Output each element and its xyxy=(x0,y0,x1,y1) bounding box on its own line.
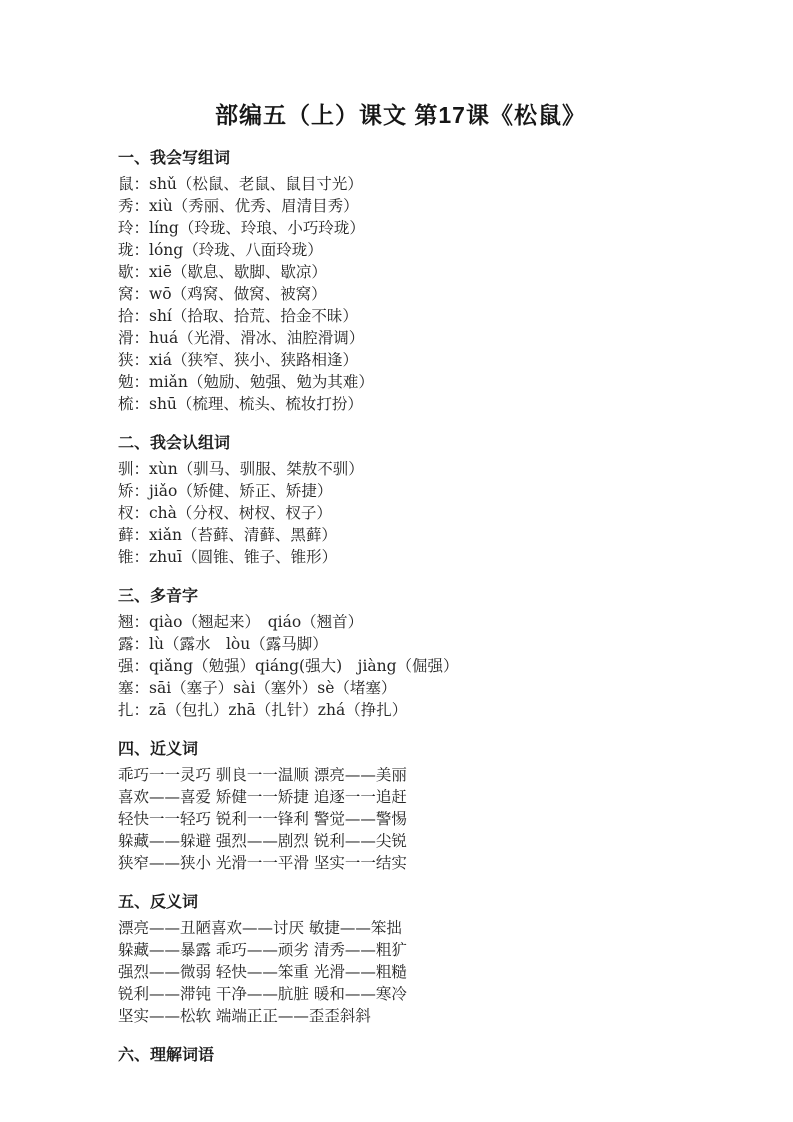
section-heading: 三、多音字 xyxy=(118,588,199,605)
word-line: 强：qiǎng（勉强）qiáng(强大) jiàng（倔强） xyxy=(118,657,459,675)
word-line: 漂亮——丑陋喜欢——讨厌 敏捷——笨拙 xyxy=(118,919,402,937)
section-polyphonic-characters xyxy=(118,586,683,721)
word-line: 驯：xùn（驯马、驯服、桀敖不驯） xyxy=(118,460,364,478)
word-line: 乖巧一一灵巧 驯良一一温顺 漂亮——美丽 xyxy=(118,766,407,784)
section-write-words xyxy=(118,148,683,415)
word-line: 狭：xiá（狭窄、狭小、狭路相逢） xyxy=(118,351,358,369)
word-line: 杈：chà（分杈、树杈、杈子） xyxy=(118,504,332,522)
page-title: 部编五（上）课文 第17课《松鼠》 xyxy=(215,102,586,128)
word-line: 塞：sāi（塞子）sài（塞外）sè（堵塞） xyxy=(118,679,397,697)
word-line: 珑：lóng（玲珑、八面玲珑） xyxy=(118,241,323,259)
word-line: 鼠：shǔ（松鼠、老鼠、鼠目寸光） xyxy=(118,175,363,193)
word-line: 玲：líng（玲珑、玲琅、小巧玲珑） xyxy=(118,219,365,237)
word-line: 矫：jiǎo（矫健、矫正、矫捷） xyxy=(118,482,333,500)
word-line: 喜欢——喜爱 矫健一一矫捷 追逐一一追赶 xyxy=(118,788,407,806)
word-line: 歇：xiē（歇息、歇脚、歇凉） xyxy=(118,263,327,281)
word-line: 露：lù（露水 lòu（露马脚） xyxy=(118,635,328,653)
section-antonyms xyxy=(118,892,683,1027)
word-line: 翘：qiào（翘起来） qiáo（翘首） xyxy=(118,613,364,631)
section-recognize-words xyxy=(118,433,683,568)
word-line: 锐利——滞钝 干净——肮脏 暖和——寒冷 xyxy=(118,985,407,1003)
word-line: 坚实——松软 端端正正——歪歪斜斜 xyxy=(118,1007,371,1025)
word-line: 躲藏——暴露 乖巧——顽劣 清秀——粗犷 xyxy=(118,941,407,959)
section-heading: 六、理解词语 xyxy=(118,1047,215,1064)
word-line: 锥：zhuī（圆锥、锥子、锥形） xyxy=(118,548,338,566)
word-line: 躲藏——躲避 强烈——剧烈 锐利——尖锐 xyxy=(118,832,407,850)
word-line: 秀：xiù（秀丽、优秀、眉清目秀） xyxy=(118,197,359,215)
section-heading: 二、我会认组词 xyxy=(118,435,231,452)
section-heading: 一、我会写组词 xyxy=(118,150,231,167)
section-heading: 五、反义词 xyxy=(118,894,199,911)
word-line: 勉：miǎn（勉励、勉强、勉为其难） xyxy=(118,373,374,391)
word-line: 拾：shí（拾取、拾荒、拾金不昧） xyxy=(118,307,358,325)
word-line: 狭窄——狭小 光滑一一平滑 坚实一一结实 xyxy=(118,854,407,872)
word-line: 窝：wō（鸡窝、做窝、被窝） xyxy=(118,285,327,303)
word-line: 滑：huá（光滑、滑冰、油腔滑调） xyxy=(118,329,365,347)
word-line: 梳：shū（梳理、梳头、梳妆打扮） xyxy=(118,395,363,413)
word-line: 强烈——微弱 轻快——笨重 光滑——粗糙 xyxy=(118,963,407,981)
word-line: 扎：zā（包扎）zhā（扎针）zhá（挣扎） xyxy=(118,701,408,719)
word-line: 轻快一一轻巧 锐利一一锋利 警觉——警惕 xyxy=(118,810,407,828)
word-line: 藓：xiǎn（苔藓、清藓、黑藓） xyxy=(118,526,337,544)
section-understand-words xyxy=(118,1045,683,1066)
section-synonyms xyxy=(118,739,683,874)
section-heading: 四、近义词 xyxy=(118,741,199,758)
